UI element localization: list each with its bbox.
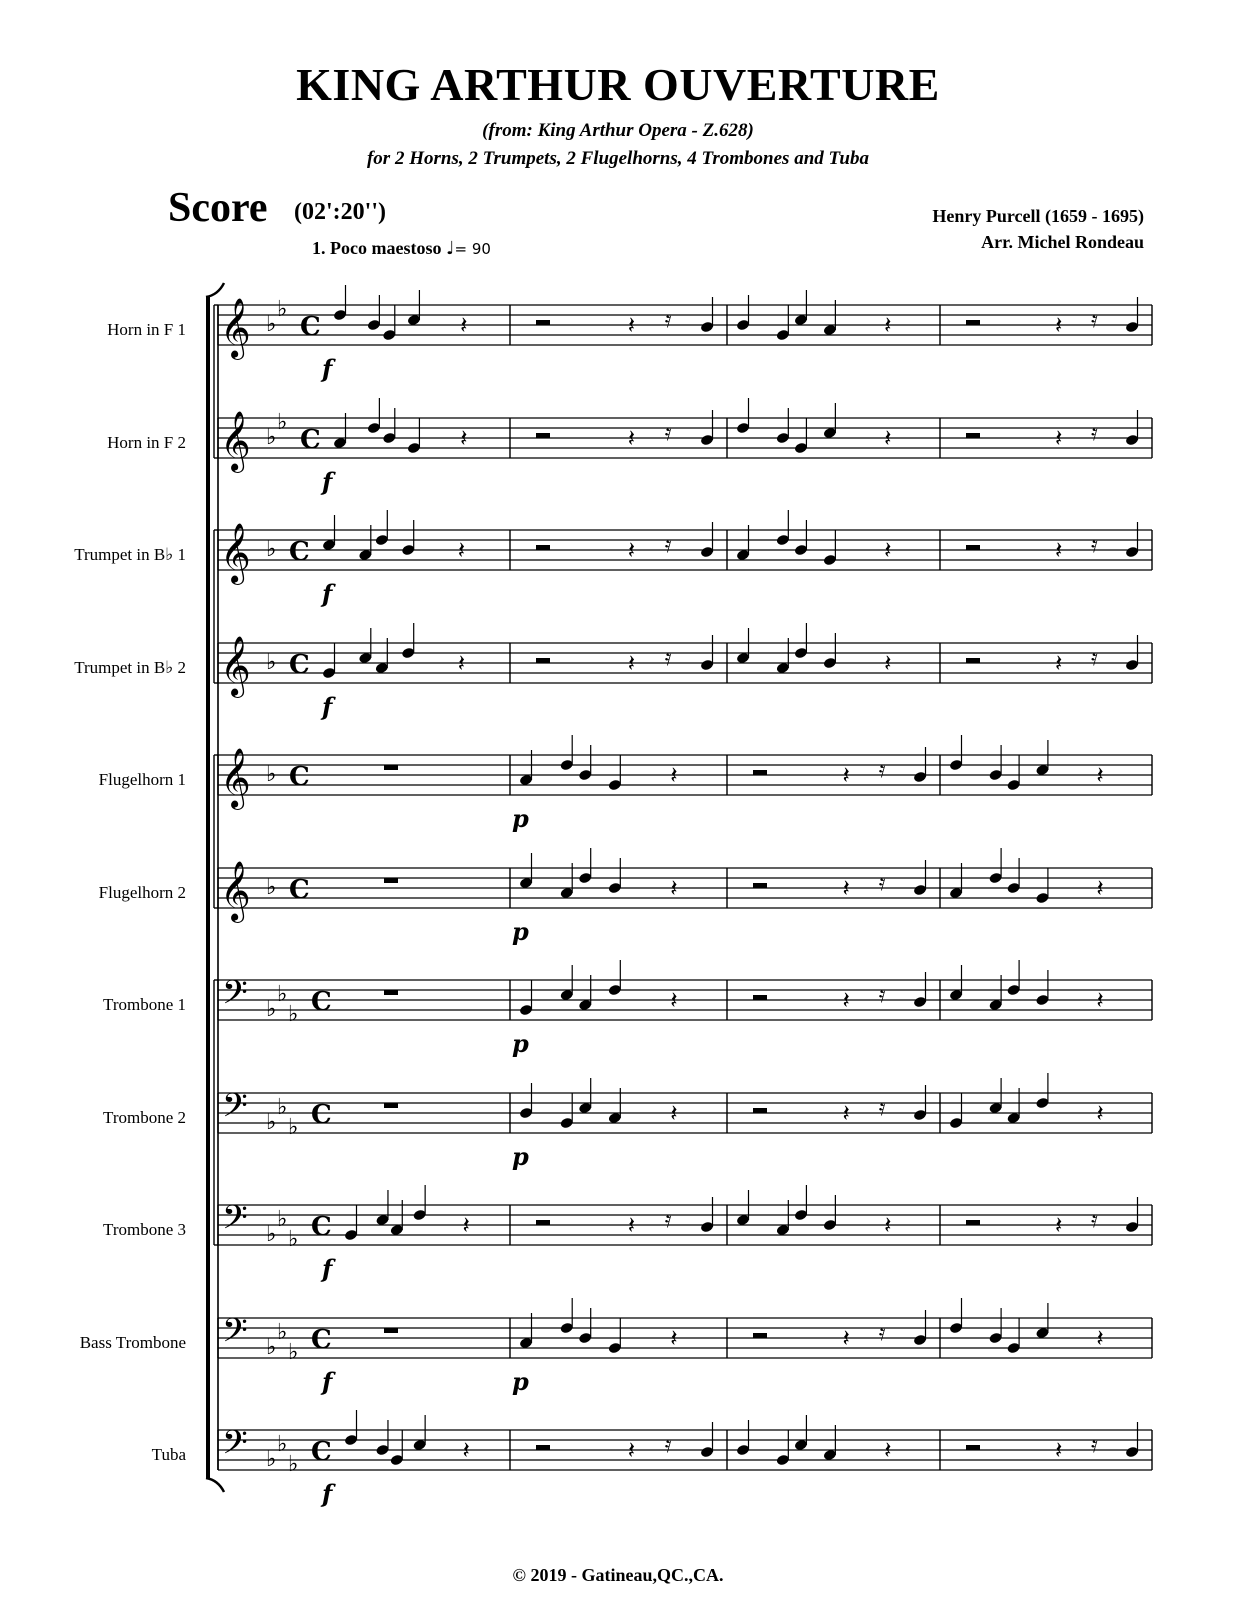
- quarter-rest-icon: 𝄽: [842, 1324, 850, 1352]
- half-rest-icon: [536, 433, 550, 438]
- sixteenth-rest-icon: 𝄿: [1091, 533, 1098, 558]
- flat-icon: ♭: [288, 1452, 299, 1477]
- bass-clef-icon: 𝄢: [222, 1424, 248, 1470]
- quarter-rest-icon: 𝄽: [627, 311, 636, 339]
- score-subtitle-source: (from: King Arthur Opera - Z.628): [482, 120, 754, 141]
- half-rest-icon: [753, 1108, 767, 1113]
- sixteenth-rest-icon: 𝄿: [664, 1208, 672, 1233]
- quarter-rest-icon: 𝄽: [462, 1436, 470, 1464]
- quarter-rest-icon: 𝄽: [884, 424, 892, 452]
- quarter-rest-icon: 𝄽: [1055, 649, 1063, 677]
- half-rest-icon: [536, 545, 550, 550]
- instrument-label: Trumpet in B♭ 2: [74, 658, 186, 677]
- half-rest-icon: [536, 320, 550, 325]
- flat-icon: ♭: [266, 762, 277, 787]
- dynamic-marking: f: [322, 1367, 333, 1396]
- quarter-rest-icon: 𝄽: [1096, 874, 1104, 902]
- quarter-rest-icon: 𝄽: [460, 311, 468, 339]
- bass-clef-icon: 𝄢: [222, 1087, 248, 1133]
- sixteenth-rest-icon: 𝄿: [664, 533, 672, 558]
- time-signature: C: [311, 1212, 332, 1242]
- flat-icon: ♭: [277, 1207, 288, 1232]
- quarter-rest-icon: 𝄽: [670, 874, 678, 902]
- instrument-label: Trombone 1: [103, 995, 186, 1014]
- sixteenth-rest-icon: 𝄿: [664, 308, 672, 333]
- quarter-rest-icon: 𝄽: [884, 1211, 892, 1239]
- quarter-rest-icon: 𝄽: [627, 536, 636, 564]
- half-rest-icon: [966, 1220, 980, 1225]
- dynamic-marking: f: [322, 354, 333, 383]
- time-signature: C: [289, 762, 310, 792]
- time-signature: C: [289, 875, 310, 905]
- flat-icon: ♭: [266, 1222, 277, 1247]
- flat-icon: ♭: [288, 1115, 299, 1140]
- flat-icon: ♭: [277, 297, 288, 322]
- flat-icon: ♭: [266, 1335, 277, 1360]
- time-signature: C: [300, 425, 321, 455]
- quarter-rest-icon: 𝄽: [627, 649, 636, 677]
- quarter-rest-icon: 𝄽: [884, 649, 892, 677]
- treble-clef-icon: 𝄞: [220, 861, 251, 921]
- half-rest-icon: [536, 658, 550, 663]
- instrument-label: Trombone 3: [103, 1220, 186, 1239]
- instrument-label: Trombone 2: [103, 1108, 186, 1127]
- quarter-rest-icon: 𝄽: [460, 424, 468, 452]
- flat-icon: ♭: [266, 537, 277, 562]
- quarter-rest-icon: 𝄽: [842, 874, 850, 902]
- flat-icon: ♭: [266, 875, 277, 900]
- whole-rest-icon: [384, 1103, 398, 1108]
- dynamic-marking: p: [512, 1142, 529, 1171]
- quarter-rest-icon: 𝄽: [884, 1436, 892, 1464]
- duration-label: (02':20''): [294, 199, 386, 225]
- treble-clef-icon: 𝄞: [220, 523, 251, 583]
- sixteenth-rest-icon: 𝄿: [878, 871, 886, 896]
- sixteenth-rest-icon: 𝄿: [664, 421, 672, 446]
- quarter-rest-icon: 𝄽: [884, 311, 892, 339]
- quarter-rest-icon: 𝄽: [1055, 536, 1063, 564]
- quarter-rest-icon: 𝄽: [670, 986, 678, 1014]
- score-subtitle-instrumentation: for 2 Horns, 2 Trumpets, 2 Flugelhorns, 4 Trombones and Tuba: [366, 148, 869, 169]
- treble-clef-icon: 𝄞: [220, 636, 251, 696]
- dynamic-marking: p: [512, 1029, 529, 1058]
- flat-icon: ♭: [266, 1447, 277, 1472]
- bass-clef-icon: 𝄢: [222, 1199, 248, 1245]
- quarter-rest-icon: 𝄽: [1096, 761, 1104, 789]
- quarter-rest-icon: 𝄽: [457, 536, 466, 564]
- sixteenth-rest-icon: 𝄿: [878, 758, 886, 783]
- dynamic-marking: f: [322, 1479, 333, 1508]
- half-rest-icon: [966, 320, 980, 325]
- flat-icon: ♭: [277, 1432, 288, 1457]
- flat-icon: ♭: [266, 425, 277, 450]
- flat-icon: ♭: [266, 1110, 277, 1135]
- time-signature: C: [311, 987, 332, 1017]
- treble-clef-icon: 𝄞: [220, 411, 251, 471]
- half-rest-icon: [753, 770, 767, 775]
- sixteenth-rest-icon: 𝄿: [878, 1321, 886, 1346]
- quarter-rest-icon: 𝄽: [670, 1324, 678, 1352]
- half-rest-icon: [753, 1333, 767, 1338]
- quarter-rest-icon: 𝄽: [1096, 1324, 1104, 1352]
- instrument-label: Horn in F 2: [107, 433, 186, 452]
- dynamic-marking: f: [322, 467, 333, 496]
- whole-rest-icon: [384, 765, 398, 770]
- quarter-rest-icon: 𝄽: [1055, 424, 1063, 452]
- score-title: KING ARTHUR OUVERTURE: [296, 59, 940, 110]
- quarter-rest-icon: 𝄽: [457, 649, 466, 677]
- tempo-text: 1. Poco maestoso: [312, 238, 442, 258]
- half-rest-icon: [966, 1445, 980, 1450]
- sixteenth-rest-icon: 𝄿: [1091, 308, 1098, 333]
- whole-rest-icon: [384, 878, 398, 883]
- quarter-rest-icon: 𝄽: [627, 1211, 636, 1239]
- quarter-rest-icon: 𝄽: [1055, 311, 1063, 339]
- flat-icon: ♭: [266, 312, 277, 337]
- quarter-rest-icon: 𝄽: [884, 536, 892, 564]
- quarter-rest-icon: 𝄽: [462, 1211, 470, 1239]
- instrument-label: Trumpet in B♭ 1: [74, 545, 186, 564]
- dynamic-marking: f: [322, 1254, 333, 1283]
- dynamic-marking: p: [512, 1367, 529, 1396]
- sixteenth-rest-icon: 𝄿: [1091, 421, 1098, 446]
- arranger-credit: Arr. Michel Rondeau: [981, 232, 1144, 252]
- time-signature: C: [311, 1100, 332, 1130]
- sixteenth-rest-icon: 𝄿: [878, 1096, 886, 1121]
- quarter-rest-icon: 𝄽: [1096, 1099, 1104, 1127]
- instrument-label: Flugelhorn 2: [98, 883, 186, 902]
- dynamic-marking: f: [322, 579, 333, 608]
- flat-icon: ♭: [288, 1002, 299, 1027]
- dynamic-marking: p: [512, 917, 529, 946]
- sixteenth-rest-icon: 𝄿: [878, 983, 886, 1008]
- treble-clef-icon: 𝄞: [220, 298, 251, 358]
- half-rest-icon: [966, 433, 980, 438]
- sixteenth-rest-icon: 𝄿: [1091, 1433, 1098, 1458]
- half-rest-icon: [536, 1220, 550, 1225]
- half-rest-icon: [966, 545, 980, 550]
- quarter-rest-icon: 𝄽: [670, 761, 678, 789]
- half-rest-icon: [966, 658, 980, 663]
- bracket-hook-bottom: [206, 1478, 224, 1492]
- system-bracket: [206, 297, 210, 1478]
- dynamic-marking: f: [322, 692, 333, 721]
- quarter-rest-icon: 𝄽: [842, 761, 850, 789]
- quarter-rest-icon: 𝄽: [627, 1436, 636, 1464]
- flat-icon: ♭: [277, 1320, 288, 1345]
- flat-icon: ♭: [277, 1095, 288, 1120]
- bass-clef-icon: 𝄢: [222, 1312, 248, 1358]
- time-signature: C: [289, 650, 310, 680]
- score-label: Score: [168, 185, 268, 231]
- sixteenth-rest-icon: 𝄿: [664, 1433, 672, 1458]
- instrument-label: Bass Trombone: [79, 1333, 186, 1352]
- instrument-label: Tuba: [151, 1445, 186, 1464]
- half-rest-icon: [753, 995, 767, 1000]
- dynamic-marking: p: [512, 804, 529, 833]
- half-rest-icon: [536, 1445, 550, 1450]
- time-signature: C: [311, 1437, 332, 1467]
- instrument-label: Horn in F 1: [107, 320, 186, 339]
- bass-clef-icon: 𝄢: [222, 974, 248, 1020]
- flat-icon: ♭: [277, 410, 288, 435]
- whole-rest-icon: [384, 990, 398, 995]
- quarter-rest-icon: 𝄽: [842, 1099, 850, 1127]
- treble-clef-icon: 𝄞: [220, 748, 251, 808]
- sixteenth-rest-icon: 𝄿: [1091, 646, 1098, 671]
- flat-icon: ♭: [266, 997, 277, 1022]
- flat-icon: ♭: [277, 982, 288, 1007]
- bracket-hook-top: [206, 283, 224, 297]
- quarter-note-icon: ♩: [445, 238, 455, 259]
- half-rest-icon: [753, 883, 767, 888]
- quarter-rest-icon: 𝄽: [1055, 1436, 1063, 1464]
- flat-icon: ♭: [266, 650, 277, 675]
- quarter-rest-icon: 𝄽: [842, 986, 850, 1014]
- quarter-rest-icon: 𝄽: [1096, 986, 1104, 1014]
- quarter-rest-icon: 𝄽: [627, 424, 636, 452]
- copyright-footer: © 2019 - Gatineau,QC.,CA.: [512, 1565, 724, 1585]
- quarter-rest-icon: 𝄽: [1055, 1211, 1063, 1239]
- time-signature: C: [289, 537, 310, 567]
- quarter-rest-icon: 𝄽: [670, 1099, 678, 1127]
- whole-rest-icon: [384, 1328, 398, 1333]
- instrument-label: Flugelhorn 1: [98, 770, 186, 789]
- sixteenth-rest-icon: 𝄿: [664, 646, 672, 671]
- time-signature: C: [300, 312, 321, 342]
- sixteenth-rest-icon: 𝄿: [1091, 1208, 1098, 1233]
- composer-credit: Henry Purcell (1659 - 1695): [932, 206, 1144, 226]
- flat-icon: ♭: [288, 1340, 299, 1365]
- tempo-value: = 90: [454, 240, 491, 258]
- time-signature: C: [311, 1325, 332, 1355]
- flat-icon: ♭: [288, 1227, 299, 1252]
